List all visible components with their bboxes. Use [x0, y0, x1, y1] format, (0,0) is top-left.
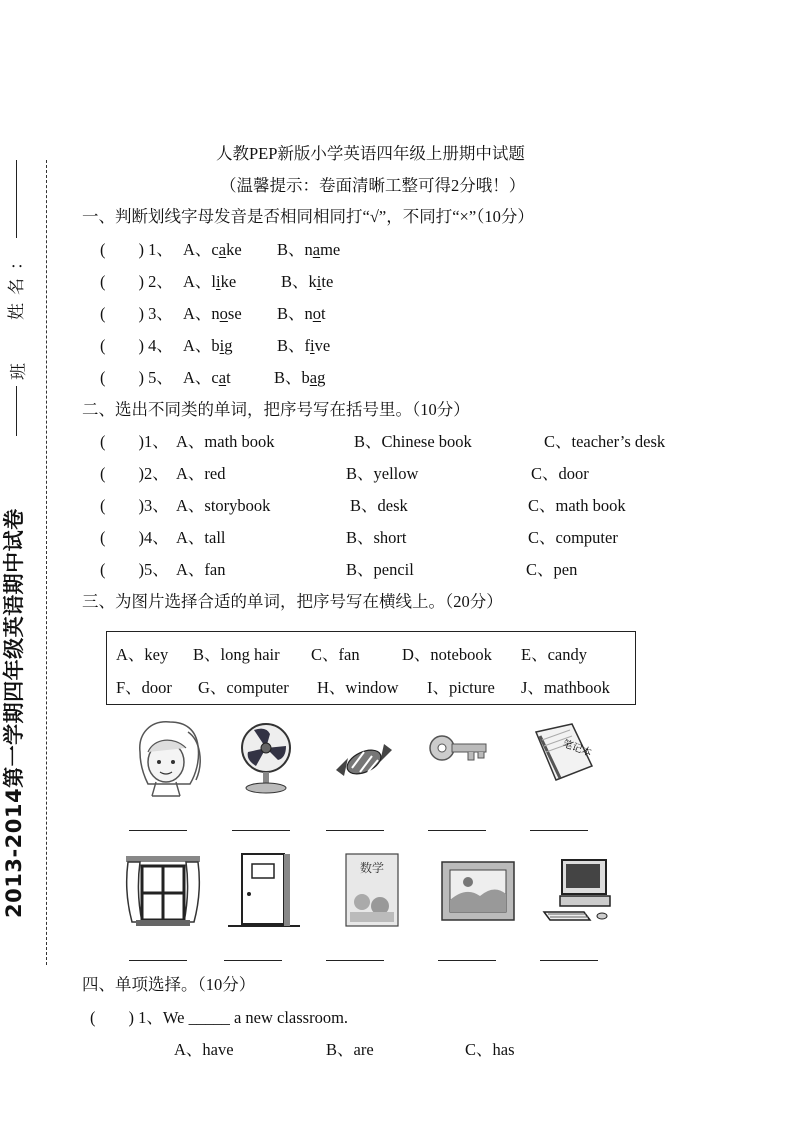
option-a: A、red: [176, 464, 226, 483]
word-suffix: g: [224, 336, 233, 355]
underlined-letter: a: [218, 240, 227, 259]
section4-q1-option-a: A、have: [174, 1040, 234, 1059]
picture-frame-picture: [440, 860, 516, 922]
option-f: F、door: [116, 678, 172, 697]
answer-blank-5[interactable]: [530, 830, 588, 831]
class-label: 班: [9, 363, 28, 380]
option-c: C、pen: [526, 560, 578, 579]
name-blank-line: [16, 160, 17, 238]
option-b: B、yellow: [346, 464, 419, 483]
underlined-letter: a: [218, 368, 227, 387]
word-prefix: A、l: [183, 272, 216, 291]
option-b-word: [274, 368, 325, 388]
notebook-picture: [532, 722, 596, 784]
question-number[interactable]: ( )5、: [100, 560, 169, 579]
option-h: H、window: [317, 678, 399, 697]
word-bank-box: [106, 631, 636, 705]
key-picture: [428, 732, 490, 772]
option-e: E、candy: [521, 645, 587, 664]
word-prefix: A、b: [183, 336, 220, 355]
answer-blank-2[interactable]: [232, 830, 290, 831]
question-number[interactable]: ( )4、: [100, 528, 169, 547]
option-b-word: [277, 240, 340, 260]
word-prefix: A、c: [183, 240, 219, 259]
option-b: B、short: [346, 528, 407, 547]
answer-blank-6[interactable]: [129, 960, 187, 961]
option-a-word: [183, 336, 233, 356]
option-c: C、teacher’s desk: [544, 432, 666, 451]
option-b-word: [281, 272, 333, 292]
option-d: D、notebook: [402, 645, 492, 664]
answer-blank-1[interactable]: [129, 830, 187, 831]
mathbook-picture: [344, 852, 400, 928]
name-label: 姓名：: [7, 245, 26, 320]
option-j: J、mathbook: [521, 678, 610, 697]
question-number[interactable]: ( ) 5、: [100, 368, 173, 387]
underlined-letter: a: [309, 368, 318, 387]
section3-heading: 三、为图片选择合适的单词，把序号写在横线上。（20分）: [82, 592, 503, 611]
side-exam-title: 2013-2014第一学期四年级英语期中试卷: [2, 508, 26, 918]
question-number[interactable]: ( )2、: [100, 464, 169, 483]
option-a: A、fan: [176, 560, 226, 579]
question-number[interactable]: ( ) 4、: [100, 336, 173, 355]
word-suffix: t: [321, 304, 326, 323]
computer-picture: [540, 858, 614, 922]
underlined-letter: a: [312, 240, 321, 259]
answer-blank-4[interactable]: [428, 830, 486, 831]
option-b: B、Chinese book: [354, 432, 472, 451]
section4-heading: 四、单项选择。（10分）: [82, 975, 256, 994]
question-number[interactable]: ( )3、: [100, 496, 169, 515]
binding-dashed-line: [46, 160, 47, 965]
option-a: A、tall: [176, 528, 226, 547]
underlined-letter: i: [316, 272, 322, 291]
answer-blank-3[interactable]: [326, 830, 384, 831]
word-prefix: B、n: [277, 240, 313, 259]
candy-picture: [334, 740, 394, 782]
section1-heading: 一、判断划线字母发音是否相同相同打“√”，不同打“×”（10分）: [82, 207, 534, 226]
word-prefix: A、n: [183, 304, 220, 323]
word-suffix: ke: [220, 272, 237, 291]
option-b: B、desk: [350, 496, 408, 515]
answer-blank-10[interactable]: [540, 960, 598, 961]
answer-blank-9[interactable]: [438, 960, 496, 961]
underlined-letter: i: [219, 336, 225, 355]
mathbook-text: 数学: [360, 861, 385, 875]
question-number[interactable]: ( ) 2、: [100, 272, 173, 291]
underlined-letter: i: [310, 336, 315, 355]
option-a-word: [183, 240, 242, 260]
option-a-word: [183, 368, 231, 388]
section4-q1-option-c: C、has: [465, 1040, 515, 1059]
answer-blank-8[interactable]: [326, 960, 384, 961]
option-a: A、storybook: [176, 496, 271, 515]
underlined-letter: o: [219, 304, 228, 323]
option-c: C、door: [531, 464, 589, 483]
section4-q1-option-b: B、are: [326, 1040, 374, 1059]
option-a-word: [183, 304, 242, 324]
option-a-word: [183, 272, 236, 292]
word-suffix: t: [226, 368, 231, 387]
window-picture: [122, 852, 204, 934]
word-prefix: A、c: [183, 368, 219, 387]
underlined-letter: i: [216, 272, 221, 291]
word-suffix: ke: [226, 240, 242, 259]
question-number[interactable]: ( )1、: [100, 432, 169, 451]
notebook-text: 笔记本: [560, 738, 593, 760]
option-a: A、math book: [176, 432, 275, 451]
word-suffix: te: [321, 272, 334, 291]
option-c: C、computer: [528, 528, 618, 547]
page-title: 人教PEP新版小学英语四年级上册期中试题: [216, 144, 525, 163]
girl-long-hair-picture: [130, 718, 206, 798]
option-b: B、pencil: [346, 560, 414, 579]
question-number[interactable]: ( ) 1、: [100, 240, 173, 259]
word-suffix: se: [227, 304, 242, 323]
word-prefix: B、b: [274, 368, 310, 387]
word-prefix: B、k: [281, 272, 317, 291]
underlined-letter: o: [312, 304, 322, 323]
word-suffix: me: [320, 240, 341, 259]
option-b-word: [277, 336, 330, 356]
word-suffix: ve: [314, 336, 331, 355]
answer-blank-7[interactable]: [224, 960, 282, 961]
tip-text: （温馨提示：卷面清晰工整可得2分哦！）: [220, 176, 526, 195]
option-b-word: [277, 304, 326, 324]
option-c: C、fan: [311, 645, 360, 664]
word-prefix: B、f: [277, 336, 310, 355]
option-b: B、long hair: [193, 645, 280, 664]
option-c: C、math book: [528, 496, 626, 515]
option-g: G、computer: [198, 678, 289, 697]
section4-question-1: ( ) 1、We _____ a new classroom.: [90, 1008, 349, 1027]
option-a: A、key: [116, 645, 169, 664]
section2-heading: 二、选出不同类的单词，把序号写在括号里。（10分）: [82, 400, 470, 419]
option-i: I、picture: [427, 678, 495, 697]
word-suffix: g: [317, 368, 326, 387]
question-number[interactable]: ( ) 3、: [100, 304, 173, 323]
class-blank-line: [16, 386, 17, 436]
fan-picture: [236, 722, 296, 794]
door-picture: [228, 852, 300, 932]
word-prefix: B、n: [277, 304, 313, 323]
